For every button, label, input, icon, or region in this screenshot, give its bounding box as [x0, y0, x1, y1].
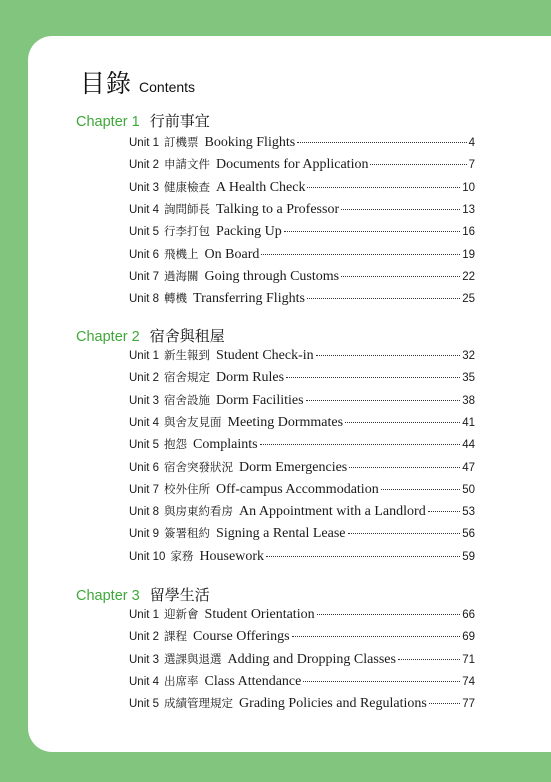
toc-entry[interactable]: [129, 414, 475, 434]
dot-leader: [429, 703, 460, 704]
unit-label: Unit 4: [129, 203, 160, 216]
dot-leader: [316, 355, 461, 356]
toc-entry[interactable]: [129, 223, 475, 243]
page-number: 7: [468, 159, 475, 172]
unit-title-chinese: 過海關: [164, 270, 199, 283]
page-number: 59: [462, 550, 475, 563]
page-number: 50: [462, 483, 475, 496]
dot-leader: [398, 659, 460, 660]
unit-title-english: Dorm Facilities: [216, 392, 304, 408]
chapter-label: Chapter 2: [76, 329, 140, 345]
toc-entry[interactable]: [129, 503, 475, 523]
chapter-label: Chapter 3: [76, 588, 140, 604]
toc-entry[interactable]: [129, 369, 475, 389]
unit-label: Unit 6: [129, 461, 160, 474]
unit-title-english: Adding and Dropping Classes: [227, 651, 396, 667]
toc-entry[interactable]: [129, 436, 475, 456]
toc-entry[interactable]: [129, 134, 475, 154]
unit-title-english: Packing Up: [216, 224, 282, 240]
chapter-title: 宿舍與租屋: [149, 328, 225, 345]
page-number: 10: [462, 181, 475, 194]
unit-label: Unit 4: [129, 675, 160, 688]
unit-label: Unit 5: [129, 226, 160, 239]
toc-entry[interactable]: [129, 246, 475, 266]
dot-leader: [345, 422, 460, 423]
unit-title-english: An Appointment with a Landlord: [239, 504, 426, 520]
unit-label: Unit 2: [129, 631, 160, 644]
chapter-heading: [76, 325, 225, 346]
unit-title-english: A Health Check: [216, 179, 306, 195]
unit-title-chinese: 轉機: [164, 293, 188, 306]
page-number: 25: [462, 293, 475, 306]
unit-title-english: Complaints: [193, 437, 258, 453]
chapter-heading: [76, 110, 210, 131]
toc-entry[interactable]: [129, 347, 475, 367]
dot-leader: [348, 533, 461, 534]
chapter-heading: [76, 584, 210, 605]
unit-title-chinese: 宿舍規定: [164, 372, 211, 385]
unit-label: Unit 3: [129, 653, 160, 666]
unit-label: Unit 7: [129, 483, 160, 496]
unit-label: Unit 5: [129, 439, 160, 452]
unit-title-chinese: 家務: [170, 550, 194, 563]
unit-title-english: Dorm Rules: [216, 370, 285, 386]
unit-title-chinese: 行李打包: [164, 226, 211, 239]
toc-entry[interactable]: [129, 481, 475, 501]
toc-entry[interactable]: [129, 201, 475, 221]
unit-title-chinese: 新生報到: [164, 350, 211, 362]
unit-label: Unit 5: [129, 698, 160, 711]
toc-entry[interactable]: [129, 392, 475, 412]
unit-title-chinese: 校外住所: [164, 483, 211, 496]
unit-title-chinese: 迎新會: [164, 609, 199, 621]
unit-title-chinese: 簽署租約: [164, 528, 211, 541]
unit-label: Unit 2: [129, 159, 160, 172]
unit-title-english: Student Check-in: [216, 348, 314, 363]
dot-leader: [286, 377, 460, 378]
dot-leader: [349, 467, 460, 468]
toc-entry[interactable]: [129, 268, 475, 288]
dot-leader: [284, 231, 460, 232]
dot-leader: [307, 298, 460, 299]
unit-title-chinese: 宿舍突發狀況: [164, 461, 234, 474]
page-number: 32: [462, 350, 475, 362]
toc-entry[interactable]: [129, 548, 475, 568]
toc-entry[interactable]: [129, 156, 475, 176]
dot-leader: [292, 636, 461, 637]
unit-title-chinese: 宿舍設施: [164, 394, 211, 407]
unit-title-english: Meeting Dormmates: [227, 414, 344, 430]
unit-title-chinese: 詢問師長: [164, 203, 211, 216]
unit-title-english: Transferring Flights: [193, 291, 305, 307]
page-number: 69: [462, 631, 475, 644]
toc-entry[interactable]: [129, 179, 475, 199]
toc-entry[interactable]: [129, 673, 475, 693]
dot-leader: [261, 254, 460, 255]
page-number: 4: [468, 137, 475, 149]
unit-label: Unit 10: [129, 550, 166, 563]
page-number: 74: [462, 675, 475, 688]
dot-leader: [260, 444, 461, 445]
page-number: 22: [462, 270, 475, 283]
toc-entry[interactable]: [129, 651, 475, 671]
toc-entry[interactable]: [129, 290, 475, 310]
page-number: 35: [462, 372, 475, 385]
unit-label: Unit 6: [129, 248, 160, 261]
unit-label: Unit 9: [129, 528, 160, 541]
toc-entry[interactable]: [129, 459, 475, 479]
unit-title-chinese: 訂機票: [164, 137, 199, 149]
page-number: 13: [462, 203, 475, 216]
dot-leader: [266, 556, 460, 557]
page-title: [80, 64, 195, 100]
unit-title-chinese: 健康檢查: [164, 181, 211, 194]
page-number: 71: [462, 653, 475, 666]
dot-leader: [307, 187, 460, 188]
unit-title-english: Student Orientation: [204, 607, 315, 622]
unit-label: Unit 1: [129, 350, 160, 362]
dot-leader: [341, 209, 460, 210]
unit-title-english: Grading Policies and Regulations: [239, 696, 427, 712]
unit-title-english: Talking to a Professor: [216, 201, 340, 217]
chapter-label: Chapter 1: [76, 114, 140, 130]
page-number: 56: [462, 528, 475, 541]
unit-title-chinese: 與房東約看房: [164, 506, 234, 519]
title-chinese: 目錄: [80, 70, 133, 98]
unit-title-english: Going through Customs: [204, 268, 340, 284]
dot-leader: [317, 614, 461, 615]
dot-leader: [428, 511, 461, 512]
page-number: 38: [462, 394, 475, 407]
unit-title-chinese: 飛機上: [164, 248, 199, 261]
toc-entry[interactable]: [129, 695, 475, 715]
title-english: Contents: [139, 79, 196, 95]
unit-title-english: Class Attendance: [204, 673, 302, 689]
unit-title-chinese: 選課與退選: [164, 653, 222, 666]
unit-title-english: Booking Flights: [204, 135, 296, 150]
unit-title-chinese: 出席率: [164, 675, 199, 688]
unit-title-english: Documents for Application: [216, 157, 369, 173]
unit-label: Unit 1: [129, 137, 160, 149]
page-number: 44: [462, 439, 475, 452]
chapter-title: 留學生活: [149, 587, 210, 604]
unit-label: Unit 3: [129, 181, 160, 194]
page-number: 16: [462, 226, 475, 239]
toc-entry[interactable]: [129, 628, 475, 648]
dot-leader: [370, 164, 466, 165]
unit-title-chinese: 申請文件: [164, 159, 211, 172]
page-number: 47: [462, 461, 475, 474]
toc-entry[interactable]: [129, 606, 475, 626]
unit-label: Unit 3: [129, 394, 160, 407]
toc-entry[interactable]: [129, 525, 475, 545]
unit-label: Unit 1: [129, 609, 160, 621]
unit-title-chinese: 與舍友見面: [164, 416, 222, 429]
unit-label: Unit 4: [129, 416, 160, 429]
page-number: 19: [462, 248, 475, 261]
chapter-title: 行前事宜: [149, 113, 210, 130]
page-number: 77: [462, 698, 475, 711]
unit-title-english: Dorm Emergencies: [239, 459, 348, 475]
unit-title-chinese: 抱怨: [164, 439, 188, 452]
unit-title-english: Housework: [199, 548, 264, 564]
page-number: 53: [462, 506, 475, 519]
dot-leader: [303, 681, 460, 682]
unit-title-english: Course Offerings: [193, 629, 290, 645]
contents-page: [28, 36, 551, 752]
unit-label: Unit 2: [129, 372, 160, 385]
page-number: 66: [462, 609, 475, 621]
dot-leader: [341, 276, 460, 277]
unit-title-english: On Board: [204, 246, 260, 262]
dot-leader: [297, 142, 466, 143]
unit-title-chinese: 課程: [164, 631, 188, 644]
unit-title-english: Signing a Rental Lease: [216, 526, 346, 542]
dot-leader: [381, 489, 461, 490]
unit-label: Unit 7: [129, 270, 160, 283]
page-number: 41: [462, 416, 475, 429]
dot-leader: [306, 400, 461, 401]
unit-title-chinese: 成績管理規定: [164, 698, 234, 711]
unit-label: Unit 8: [129, 506, 160, 519]
unit-title-english: Off-campus Accommodation: [216, 481, 379, 497]
unit-label: Unit 8: [129, 293, 160, 306]
